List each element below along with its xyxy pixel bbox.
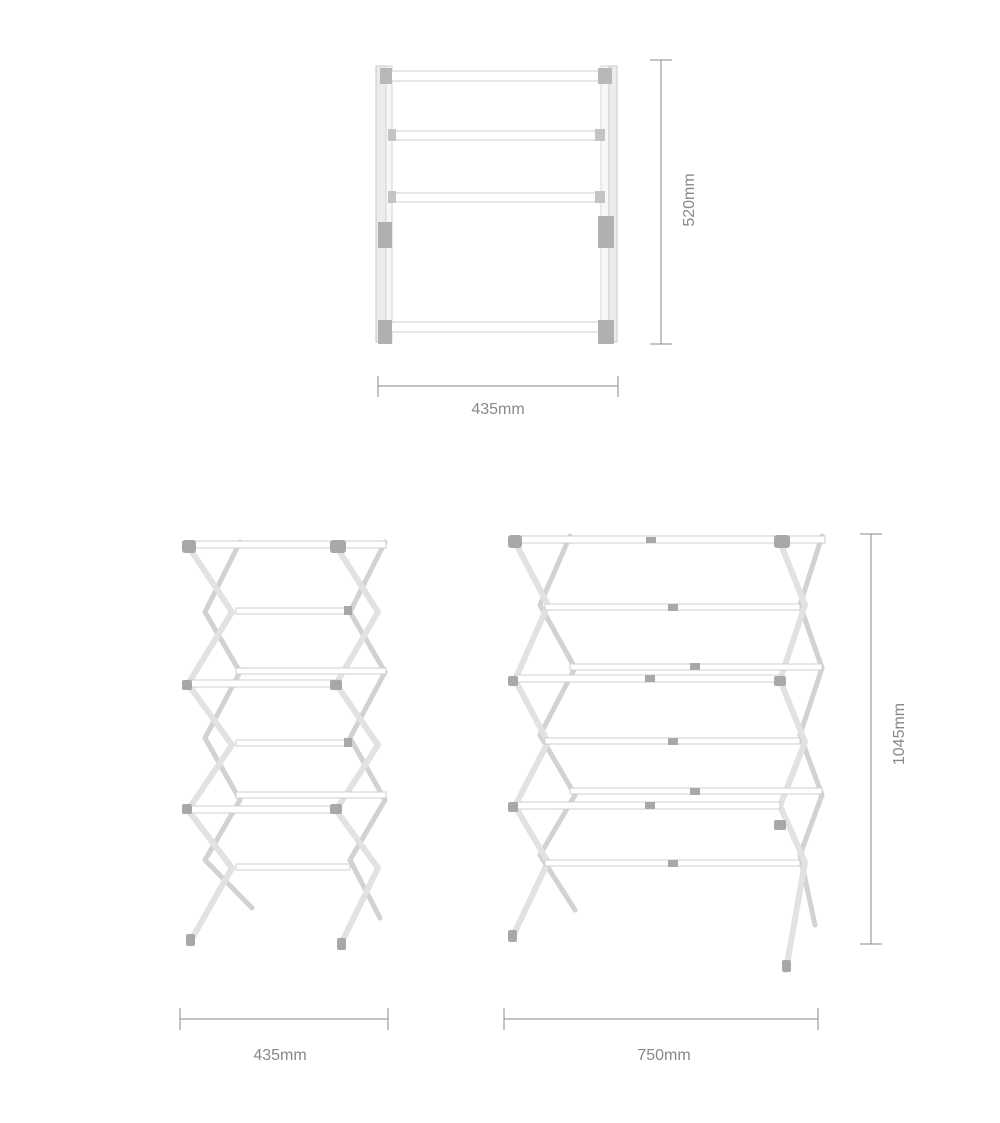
expanded-rack [508,535,825,972]
height-dimension [860,534,908,944]
folded-height-label: 520mm [681,173,698,227]
folded-width-dimension [378,376,618,418]
folded-rack [376,66,617,344]
expanded-width-label: 750mm [637,1047,691,1064]
folded-height-dimension [650,60,698,344]
folded-width-label: 435mm [471,401,525,418]
height-label: 1045mm [891,702,908,766]
compact-rack [182,540,386,950]
compact-width-dimension [180,1008,388,1064]
compact-width-label: 435mm [253,1047,307,1064]
expanded-width-dimension [504,1008,818,1064]
